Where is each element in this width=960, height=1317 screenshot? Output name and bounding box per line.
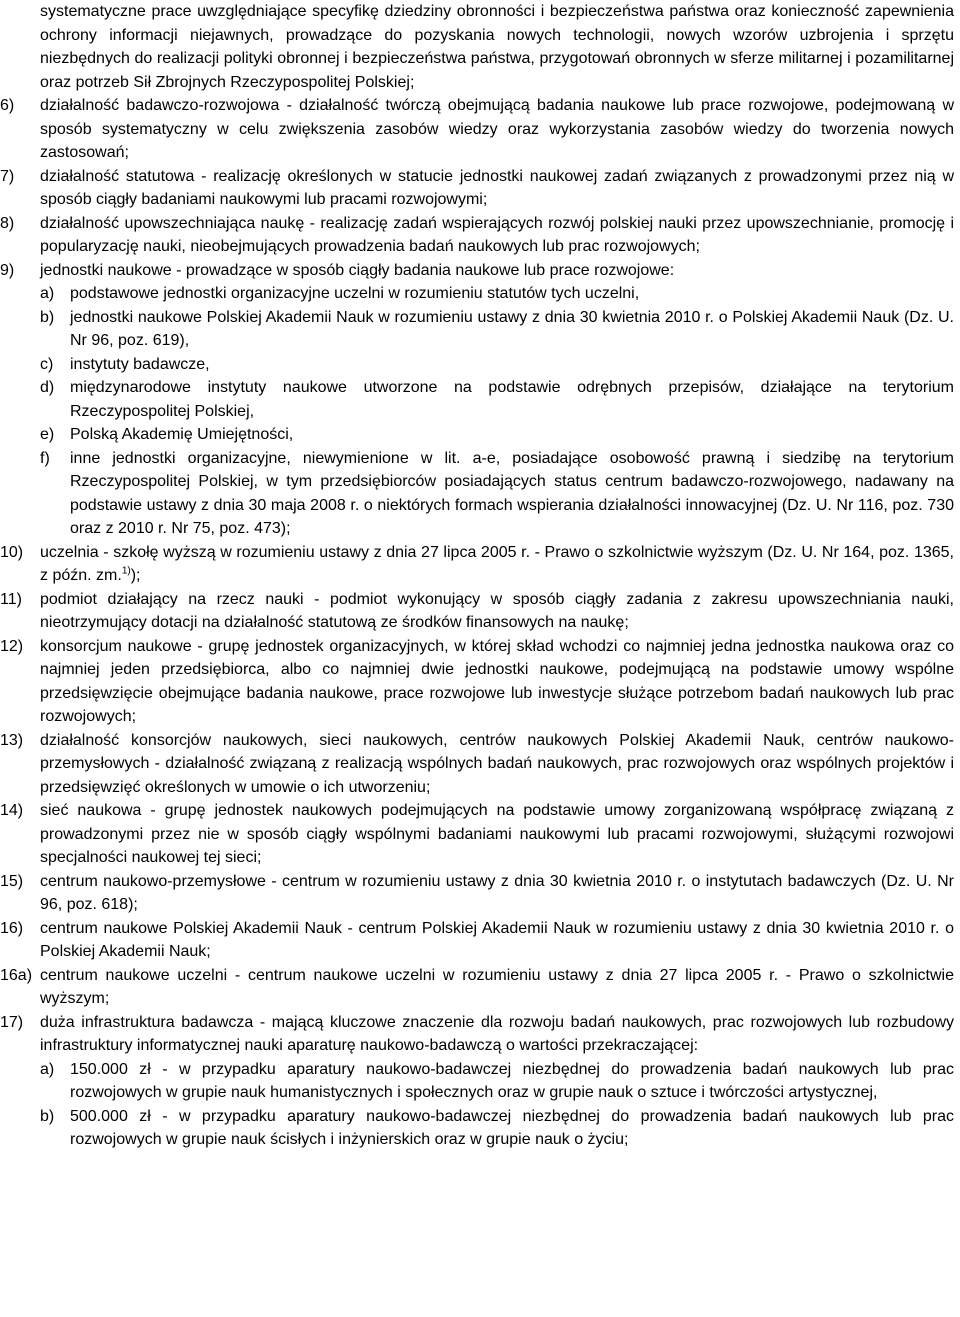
sub-item-letter: f) <box>40 449 50 467</box>
list-item-16 <box>0 917 954 964</box>
list-item-16a <box>0 964 954 1011</box>
list-item-14 <box>0 799 954 870</box>
sub-item-letter: b) <box>40 308 55 326</box>
list-item-6 <box>0 94 954 165</box>
sub-item-text: jednostki naukowe Polskiej Akademii Nauk w rozumieniu ustawy z dnia 30 kwietnia 2010 r. o Polskiej Akademii Nauk (Dz. U. Nr 96, poz. 619), <box>70 308 954 349</box>
item-number: 11) <box>0 590 22 608</box>
item-number: 9) <box>0 261 15 279</box>
sub-item-letter: b) <box>40 1107 55 1125</box>
sub-item-text: 150.000 zł - w przypadku aparatury naukowo-badawczej niezbędnej do prowadzenia badań naukowych lub prac rozwojowych w grupie nauk humanistycznych i społecznych oraz w grupie nauk o sztuce i twórczości artystycznej, <box>70 1060 954 1101</box>
list-item-17 <box>0 1011 954 1058</box>
item-number: 8) <box>0 214 15 232</box>
sub-item-9f <box>0 447 954 541</box>
list-item-13 <box>0 729 954 800</box>
item-text: centrum naukowe Polskiej Akademii Nauk - centrum Polskiej Akademii Nauk w rozumieniu ustawy z dnia 30 kwietnia 2010 r. o Polskiej Akademii Nauk; <box>40 919 954 960</box>
sub-item-letter: a) <box>40 285 55 302</box>
item-number: 17) <box>0 1013 24 1031</box>
item-number: 6) <box>0 97 15 114</box>
sub-item-17b <box>0 1105 954 1152</box>
item-number: 13) <box>0 731 24 749</box>
sub-item-text: 500.000 zł - w przypadku aparatury naukowo-badawczej niezbędnej do prowadzenia badań naukowych lub prac rozwojowych w grupie nauk ścisłych i inżynierskich oraz w grupie nauk o życiu; <box>70 1107 954 1148</box>
list-item-7 <box>0 165 954 212</box>
item-number: 14) <box>0 802 24 819</box>
sub-item-9c <box>0 353 954 377</box>
item-text: uczelnia - szkołę wyższą w rozumieniu ustawy z dnia 27 lipca 2005 r. - Prawo o szkolnictwie wyższym (Dz. U. Nr 164, poz. 1365, z późn. zm. <box>40 543 954 584</box>
sub-item-9d <box>0 376 954 423</box>
sub-item-9b <box>0 306 954 353</box>
item-text: działalność statutowa - realizację określonych w statucie jednostki naukowej zadań związanych z prowadzonymi przez nią w sposób ciągły badaniami naukowymi lub pracami rozwojowymi; <box>40 167 954 208</box>
list-item-11 <box>0 588 954 635</box>
footnote-marker: 1) <box>121 565 131 577</box>
list-item-9 <box>0 259 954 283</box>
sub-item-letter: e) <box>40 426 55 443</box>
item-number: 12) <box>0 637 24 655</box>
item-number: 15) <box>0 872 24 890</box>
item-text: działalność konsorcjów naukowych, sieci naukowych, centrów naukowych Polskiej Akademii Nauk, centrów naukowo-przemysłowych - działalność związaną z realizacją wspólnych badań naukowych, prac rozwojowych oraz wspólnych projektów i przedsięwzięć określonych w umowie o ich utworzeniu; <box>40 731 954 796</box>
sub-item-letter: d) <box>40 379 55 396</box>
item-text: duża infrastruktura badawcza - mającą kluczowe znaczenie dla rozwoju badań naukowych, prac rozwojowych lub rozbudowy infrastruktury informatycznej nauki aparaturę naukowo-badawczą o wartości przekraczającej: <box>40 1013 954 1054</box>
sub-item-9e <box>0 423 954 447</box>
item-text: centrum naukowo-przemysłowe - centrum w rozumieniu ustawy z dnia 30 kwietnia 2010 r. o instytutach badawczych (Dz. U. Nr 96, poz. 618); <box>40 872 954 913</box>
item-number: 16) <box>0 919 24 937</box>
sub-item-text: Polską Akademię Umiejętności, <box>70 426 294 443</box>
item-text: konsorcjum naukowe - grupę jednostek organizacyjnych, w której skład wchodzi co najmniej jedna jednostka naukowa oraz co najmniej jeden przedsiębiorca, albo co najmniej dwie jednostki naukowe, podejmującą na podstawie umowy wspólne przedsięwzięcie obejmujące badania naukowe, prace rozwojowe lub inwestycje służące potrzebom badań naukowych lub prac rozwojowych; <box>40 637 954 725</box>
item-text: działalność badawczo-rozwojowa - działalność twórczą obejmującą badania naukowe lub prace rozwojowe, podejmowaną w sposób systematyczny w celu zwiększenia zasobów wiedzy oraz wykorzystania zasobów wiedzy do tworzenia nowych zastosowań; <box>40 97 954 161</box>
sub-item-text: inne jednostki organizacyjne, niewymienione w lit. a-e, posiadające osobowość prawną i siedzibę na terytorium Rzeczypospolitej Polskiej, w tym przedsiębiorców posiadających status centrum badawczo-rozwojowego, nadawany na podstawie ustawy z dnia 30 maja 2008 r. o niektórych formach wspierania działalności innowacyjnej (Dz. U. Nr 116, poz. 730 oraz z 2010 r. Nr 75, poz. 473); <box>70 449 954 537</box>
sub-item-text: instytuty badawcze, <box>70 355 210 373</box>
sub-item-text: podstawowe jednostki organizacyjne uczelni w rozumieniu statutów tych uczelni, <box>70 285 640 302</box>
item-text: sieć naukowa - grupę jednostek naukowych podejmujących na podstawie umowy zorganizowaną współpracę związaną z prowadzonymi przez nie w sposób ciągły wspólnymi badaniami naukowymi lub pracami rozwojowymi, służącymi rozwojowi specjalności naukowej tej sieci; <box>40 802 954 866</box>
item-number: 10) <box>0 543 24 561</box>
sub-item-text: międzynarodowe instytuty naukowe utworzone na podstawie odrębnych przepisów, działające na terytorium Rzeczypospolitej Polskiej, <box>70 379 954 420</box>
sub-item-9a <box>0 282 954 306</box>
item-text: podmiot działający na rzecz nauki - podmiot wykonujący w sposób ciągły zadania z zakresu upowszechniania nauki, nieotrzymujący dotacji na działalność statutową ze środków finansowych na naukę; <box>40 590 954 631</box>
item-text: centrum naukowe uczelni - centrum naukowe uczelni w rozumieniu ustawy z dnia 27 lipca 2005 r. - Prawo o szkolnictwie wyższym; <box>40 966 954 1007</box>
list-item-15 <box>0 870 954 917</box>
item-text: jednostki naukowe - prowadzące w sposób ciągły badania naukowe lub prace rozwojowe: <box>40 261 675 279</box>
sub-item-letter: c) <box>40 355 54 373</box>
item-text: działalność upowszechniająca naukę - realizację zadań wspierających rozwój polskiej nauki przez upowszechnianie, promocję i popularyzację nauki, nieobejmujących prowadzenia badań naukowych lub prac rozwojowych; <box>40 214 954 255</box>
sub-item-letter: a) <box>40 1060 55 1078</box>
intro-paragraph: systematyczne prace uwzględniające specyfikę dziedziny obronności i bezpieczeństwa państwa oraz konieczność zapewnienia ochrony informacji niejawnych, prowadzące do pozyskania nowych technologii, nowych wzorów uzbrojenia i sprzętu niezbędnych do realizacji polityki obronnej i bezpieczeństwa państwa, przygotowań obronnych w sferze militarnej i pozamilitarnej oraz potrzeb Sił Zbrojnych Rzeczypospolitej Polskiej; <box>40 3 954 91</box>
item-number: 7) <box>0 167 15 185</box>
list-item-12 <box>0 635 954 729</box>
sub-item-17a <box>0 1058 954 1105</box>
list-item-8 <box>0 212 954 259</box>
item-number: 16a) <box>0 966 33 984</box>
list-item-10 <box>0 541 954 588</box>
item-text-end: ); <box>130 567 141 584</box>
